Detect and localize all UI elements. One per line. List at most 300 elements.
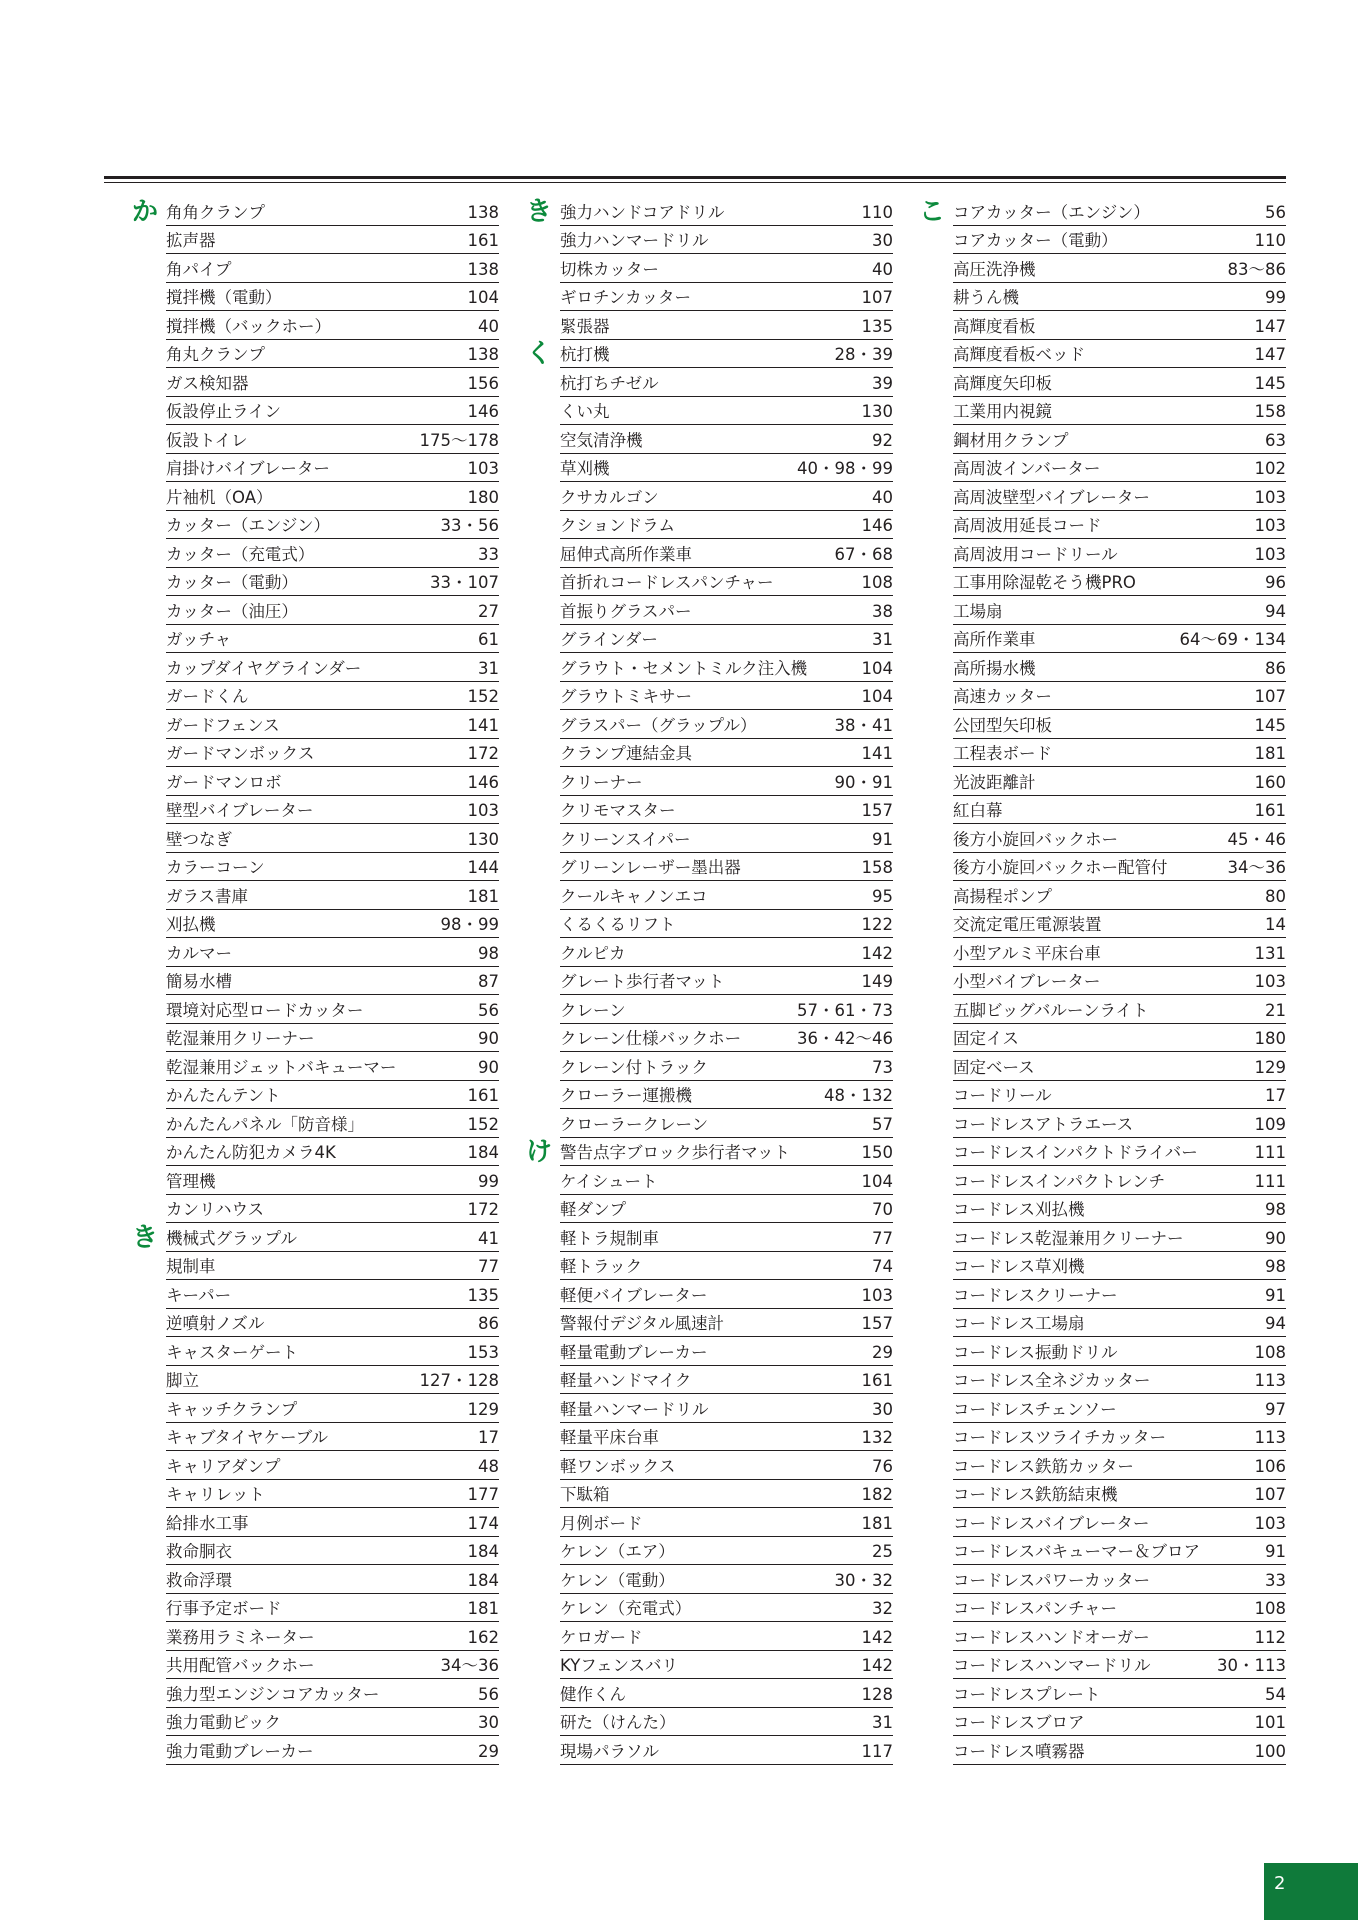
entry-name: 脚立: [166, 1371, 199, 1390]
entry-name: 高輝度矢印板: [953, 373, 1052, 393]
entry-name: ガードフェンス: [166, 715, 280, 735]
entry-page: 101: [1254, 1713, 1286, 1732]
index-entry: [166, 568, 499, 597]
entry-page: 181: [861, 1513, 893, 1533]
entry-name: 角パイプ: [166, 259, 232, 279]
entry-page: 103: [1254, 1513, 1286, 1533]
entry-page: 129: [467, 1399, 499, 1419]
entry-name: ケレン（電動）: [560, 1570, 675, 1590]
entry-page: 90・91: [834, 772, 893, 792]
entry-page: 94: [1265, 1314, 1286, 1333]
index-entry: [953, 368, 1286, 397]
entry-name: クリーンスイパー: [560, 829, 691, 849]
index-entry: [953, 1508, 1286, 1537]
index-entry: [166, 938, 499, 967]
entry-name: 刈払機: [166, 915, 216, 934]
index-entry: [166, 796, 499, 825]
entry-name: コードレスハンドオーガー: [953, 1627, 1150, 1647]
entry-name: コードレスチェンソー: [953, 1399, 1117, 1419]
entry-page: 103: [1254, 544, 1286, 564]
entry-page: 104: [861, 1171, 893, 1191]
entry-page: 90: [1265, 1228, 1286, 1248]
index-entry: [953, 881, 1286, 910]
index-entry: [560, 853, 893, 882]
index-entry: [166, 853, 499, 882]
entry-page: 91: [1265, 1285, 1286, 1305]
index-entry: [953, 910, 1286, 939]
entry-name: 後方小旋回バックホー: [953, 829, 1118, 849]
entry-page: 86: [1265, 658, 1286, 678]
entry-page: 162: [467, 1627, 499, 1647]
entry-name: グリーンレーザー墨出器: [560, 858, 741, 877]
index-entry: [560, 397, 893, 426]
entry-name: コードレス噴霧器: [953, 1741, 1085, 1761]
index-entry: [953, 397, 1286, 426]
entry-page: 175〜178: [419, 430, 499, 450]
entry-page: 91: [1265, 1542, 1286, 1561]
index-entry: [560, 539, 893, 568]
entry-page: 30・32: [834, 1570, 893, 1590]
index-entry: [560, 710, 893, 739]
index-entry: [166, 1309, 499, 1338]
entry-name: クールキャノンエコ: [560, 886, 708, 906]
index-entry: [953, 1252, 1286, 1281]
entry-page: 103: [861, 1285, 893, 1305]
entry-name: コードレス乾湿兼用クリーナー: [953, 1228, 1184, 1248]
entry-page: 74: [872, 1257, 893, 1276]
entry-name: 高周波用コードリール: [953, 544, 1118, 564]
entry-name: 強力電動ピック: [166, 1713, 281, 1732]
entry-page: 109: [1254, 1114, 1286, 1134]
entry-page: 127・128: [419, 1371, 499, 1390]
entry-page: 38: [872, 601, 893, 621]
entry-page: 76: [872, 1456, 893, 1476]
entry-name: クリモマスター: [560, 801, 676, 820]
index-entry: [560, 796, 893, 825]
index-entry: [166, 767, 499, 796]
entry-name: 屈伸式高所作業車: [560, 544, 692, 564]
index-entry: [953, 1423, 1286, 1452]
entry-page: 180: [1254, 1029, 1286, 1048]
entry-page: 67・68: [834, 544, 893, 564]
entry-page: 90: [478, 1029, 499, 1048]
kana-section-marker: く: [526, 339, 553, 369]
index-entry: [953, 1081, 1286, 1110]
index-entry: [166, 1622, 499, 1651]
entry-page: 184: [467, 1542, 499, 1561]
entry-page: 158: [861, 858, 893, 877]
entry-page: 33・107: [430, 573, 499, 592]
index-entry: [166, 967, 499, 996]
index-entry: [166, 368, 499, 397]
kana-section-marker: け: [526, 1137, 553, 1167]
page-number-badge: [1264, 1863, 1358, 1920]
entry-page: 45・46: [1227, 829, 1286, 849]
index-entry: [560, 568, 893, 597]
entry-name: カッター（エンジン）: [166, 516, 331, 535]
index-entry: [166, 1679, 499, 1708]
entry-name: コードレス草刈機: [953, 1257, 1085, 1276]
entry-name: くるくるリフト: [560, 915, 676, 934]
top-rule-thin: [104, 182, 1286, 183]
index-entry: [953, 739, 1286, 768]
index-entry: [560, 1195, 893, 1224]
index-entry: [953, 254, 1286, 283]
index-entry: [166, 1337, 499, 1366]
entry-page: 98: [478, 943, 499, 963]
entry-name: ケイシュート: [560, 1171, 658, 1191]
index-entry: [953, 710, 1286, 739]
index-entry: [560, 283, 893, 312]
index-entry: [560, 938, 893, 967]
entry-page: 77: [478, 1257, 499, 1276]
entry-name: キャリアダンプ: [166, 1456, 281, 1476]
entry-page: 142: [861, 1627, 893, 1647]
entry-name: 工業用内視鏡: [953, 402, 1052, 421]
entry-page: 40・98・99: [797, 459, 893, 478]
entry-page: 17: [1265, 1086, 1286, 1105]
index-entry: [560, 1565, 893, 1594]
index-entry: [560, 1508, 893, 1537]
entry-name: キャスターゲート: [166, 1342, 298, 1362]
entry-name: 紅白幕: [953, 801, 1003, 820]
entry-name: 機械式グラップル: [166, 1228, 298, 1248]
entry-name: 角丸クランプ: [166, 345, 265, 364]
entry-name: 行事予定ボード: [166, 1599, 282, 1618]
index-entry: [953, 1024, 1286, 1053]
entry-name: 研た（けんた）: [560, 1713, 676, 1732]
index-entry: [166, 1081, 499, 1110]
index-entry: [560, 1537, 893, 1566]
index-entry: [560, 454, 893, 483]
entry-name: カッター（油圧）: [166, 601, 298, 621]
entry-name: コードレスバキューマー＆ブロア: [953, 1542, 1201, 1561]
entry-name: 鋼材用クランプ: [953, 430, 1069, 450]
index-entry: [560, 1081, 893, 1110]
entry-page: 87: [478, 972, 499, 991]
entry-page: 152: [467, 1114, 499, 1134]
entry-page: 129: [1254, 1057, 1286, 1077]
entry-name: コードレスインパクトレンチ: [953, 1171, 1166, 1191]
entry-name: 杭打機: [560, 345, 610, 364]
entry-page: 92: [872, 430, 893, 450]
entry-name: クローラークレーン: [560, 1114, 709, 1134]
entry-name: クローラー運搬機: [560, 1086, 692, 1105]
index-entry: [166, 226, 499, 255]
index-entry: [560, 1252, 893, 1281]
entry-page: 145: [1254, 715, 1286, 735]
index-entry: [560, 482, 893, 511]
entry-page: 77: [872, 1228, 893, 1248]
entry-name: かんたん防犯カメラ4K: [166, 1143, 336, 1162]
entry-name: 小型バイブレーター: [953, 972, 1101, 991]
index-entry: [953, 1109, 1286, 1138]
entry-name: 切株カッター: [560, 259, 659, 279]
index-entry: [560, 767, 893, 796]
entry-name: 壁つなぎ: [166, 829, 232, 849]
entry-page: 73: [872, 1057, 893, 1077]
index-entry: [526, 339, 893, 369]
entry-name: カップダイヤグラインダー: [166, 658, 362, 678]
index-entry: [560, 596, 893, 625]
entry-page: 181: [467, 886, 499, 906]
entry-page: 141: [861, 744, 893, 763]
entry-page: 103: [467, 459, 499, 478]
entry-name: カルマー: [166, 943, 232, 963]
entry-name: 壁型バイブレーター: [166, 801, 314, 820]
entry-page: 25: [872, 1542, 893, 1561]
entry-name: クルピカ: [560, 943, 626, 963]
index-entry: [953, 1166, 1286, 1195]
index-entry: [526, 1137, 893, 1167]
entry-page: 31: [872, 630, 893, 649]
entry-page: 138: [467, 202, 499, 222]
entry-page: 107: [861, 288, 893, 307]
entry-page: 135: [861, 316, 893, 336]
entry-page: 56: [478, 1000, 499, 1020]
entry-name: ガッチャ: [166, 630, 232, 649]
index-entry: [166, 1651, 499, 1680]
entry-name: コードレスプレート: [953, 1684, 1101, 1704]
entry-page: 108: [1254, 1342, 1286, 1362]
index-entry: [166, 596, 499, 625]
index-entry: [953, 283, 1286, 312]
entry-page: 158: [1254, 402, 1286, 421]
entry-name: 工事用除湿乾そう機PRO: [953, 573, 1136, 592]
entry-page: 30・113: [1217, 1656, 1286, 1675]
entry-page: 103: [1254, 516, 1286, 535]
index-entry: [560, 739, 893, 768]
entry-page: 106: [1254, 1456, 1286, 1476]
index-entry: [560, 1109, 893, 1138]
entry-name: クションドラム: [560, 516, 676, 535]
entry-name: 片袖机（OA）: [166, 487, 273, 507]
index-entry: [953, 767, 1286, 796]
entry-page: 90: [478, 1057, 499, 1077]
entry-page: 31: [478, 658, 499, 678]
entry-page: 33: [478, 544, 499, 564]
entry-name: 乾湿兼用クリーナー: [166, 1029, 315, 1048]
entry-name: 強力ハンマードリル: [560, 231, 709, 250]
entry-page: 146: [467, 772, 499, 792]
entry-page: 104: [861, 658, 893, 678]
entry-name: かんたんパネル「防音様」: [166, 1114, 364, 1134]
index-entry: [560, 995, 893, 1024]
index-entry: [953, 1366, 1286, 1395]
entry-page: 100: [1254, 1741, 1286, 1761]
index-entry: [919, 196, 1286, 227]
entry-name: 五脚ビッグバルーンライト: [953, 1000, 1149, 1020]
entry-name: グラウトミキサー: [560, 687, 692, 706]
index-entry: [560, 1366, 893, 1395]
entry-page: 132: [861, 1428, 893, 1447]
index-entry: [953, 1451, 1286, 1480]
index-column-1: [132, 196, 499, 1765]
entry-name: 軽ワンボックス: [560, 1456, 676, 1476]
entry-name: コードレス全ネジカッター: [953, 1371, 1151, 1390]
entry-name: キーパー: [166, 1285, 232, 1305]
entry-page: 130: [467, 829, 499, 849]
entry-page: 29: [478, 1741, 499, 1761]
index-entry: [560, 625, 893, 654]
index-entry: [953, 853, 1286, 882]
entry-page: 161: [467, 1086, 499, 1105]
entry-page: 144: [467, 858, 499, 877]
index-entry: [560, 1166, 893, 1195]
entry-name: コードレス鉄筋結束機: [953, 1485, 1118, 1504]
index-entry: [560, 1280, 893, 1309]
entry-page: 184: [467, 1143, 499, 1162]
entry-name: 救命胴衣: [166, 1542, 232, 1561]
index-entry: [953, 967, 1286, 996]
entry-name: 杭打ちチゼル: [560, 373, 659, 393]
entry-page: 30: [478, 1713, 499, 1732]
index-entry: [132, 1222, 499, 1253]
entry-page: 138: [467, 259, 499, 279]
index-entry: [560, 311, 893, 340]
entry-name: クランプ連結金具: [560, 744, 692, 763]
entry-page: 56: [1265, 202, 1286, 222]
index-column-3: [919, 196, 1286, 1765]
entry-page: 184: [467, 1570, 499, 1590]
index-entry: [166, 397, 499, 426]
entry-name: 軽ダンプ: [560, 1200, 627, 1219]
index-column-2: [526, 196, 893, 1765]
entry-name: キャリレット: [166, 1485, 265, 1504]
entry-page: 111: [1254, 1171, 1286, 1191]
index-entry: [953, 1337, 1286, 1366]
entry-page: 157: [861, 801, 893, 820]
index-entry: [953, 1537, 1286, 1566]
entry-name: 高圧洗浄機: [953, 259, 1036, 279]
index-entry: [953, 1394, 1286, 1423]
index-entry: [166, 1024, 499, 1053]
index-entry: [166, 1508, 499, 1537]
entry-page: 48: [478, 1456, 499, 1476]
index-entry: [953, 482, 1286, 511]
entry-page: 113: [1254, 1428, 1286, 1447]
entry-page: 135: [467, 1285, 499, 1305]
entry-name: コードレスインパクトドライバー: [953, 1143, 1198, 1162]
entry-page: 130: [861, 402, 893, 421]
entry-page: 103: [467, 801, 499, 820]
entry-page: 61: [478, 630, 499, 649]
entry-name: 逆噴射ノズル: [166, 1314, 265, 1333]
index-entry: [560, 881, 893, 910]
entry-page: 161: [467, 231, 499, 250]
entry-page: 91: [872, 829, 893, 849]
entry-name: 高輝度看板ベッド: [953, 345, 1085, 364]
entry-name: 耕うん機: [953, 288, 1019, 307]
entry-name: 高輝度看板: [953, 316, 1036, 336]
index-entry: [166, 1565, 499, 1594]
index-entry: [560, 967, 893, 996]
index-entry: [953, 311, 1286, 340]
entry-name: 軽トラック: [560, 1257, 643, 1276]
entry-page: 99: [478, 1171, 499, 1191]
entry-name: 空気清浄機: [560, 430, 643, 450]
entry-name: 簡易水槽: [166, 972, 232, 991]
entry-name: 現場パラソル: [560, 1741, 659, 1761]
entry-name: カッター（電動）: [166, 573, 298, 592]
index-entry: [953, 682, 1286, 711]
index-entry: [953, 938, 1286, 967]
entry-name: ガードマンロボ: [166, 772, 282, 792]
index-entry: [166, 311, 499, 340]
entry-page: 41: [478, 1228, 499, 1248]
entry-name: 高所作業車: [953, 630, 1036, 649]
entry-page: 142: [861, 1656, 893, 1675]
entry-name: 軽量ハンマードリル: [560, 1399, 709, 1419]
entry-name: グラインダー: [560, 630, 658, 649]
entry-page: 108: [861, 573, 893, 592]
entry-name: コードレスハンマードリル: [953, 1656, 1151, 1675]
entry-name: 高周波壁型バイブレーター: [953, 487, 1150, 507]
entry-name: コードレスバイブレーター: [953, 1513, 1150, 1533]
entry-page: 122: [861, 915, 893, 934]
index-entry: [166, 283, 499, 312]
entry-page: 180: [467, 487, 499, 507]
entry-page: 150: [861, 1143, 893, 1162]
entry-page: 107: [1254, 687, 1286, 706]
entry-name: 給排水工事: [166, 1513, 249, 1533]
entry-page: 161: [1254, 801, 1286, 820]
entry-name: 公団型矢印板: [953, 715, 1052, 735]
index-entry: [953, 425, 1286, 454]
entry-page: 98: [1265, 1200, 1286, 1219]
entry-page: 34〜36: [1227, 858, 1286, 877]
entry-page: 181: [467, 1599, 499, 1618]
index-entry: [166, 824, 499, 853]
index-entry: [560, 1052, 893, 1081]
entry-name: 高所揚水機: [953, 658, 1036, 678]
index-entry: [560, 682, 893, 711]
entry-page: 181: [1254, 744, 1286, 763]
index-entry: [166, 1366, 499, 1395]
entry-name: 拡声器: [166, 231, 216, 250]
index-entry: [166, 1394, 499, 1423]
entry-page: 28・39: [834, 345, 893, 364]
entry-page: 182: [861, 1485, 893, 1504]
index-entry: [953, 1138, 1286, 1167]
index-entry: [953, 1594, 1286, 1623]
entry-name: 撹拌機（電動）: [166, 288, 282, 307]
entry-page: 86: [478, 1314, 499, 1333]
index-entry: [560, 1337, 893, 1366]
index-entry: [166, 1423, 499, 1452]
entry-name: グレート歩行者マット: [560, 972, 725, 991]
index-entry: [560, 1223, 893, 1252]
index-entry: [953, 1309, 1286, 1338]
entry-page: 48・132: [824, 1086, 893, 1105]
index-entry: [166, 910, 499, 939]
entry-name: キャブタイヤケーブル: [166, 1428, 329, 1447]
entry-page: 161: [861, 1371, 893, 1390]
entry-name: 警報付デジタル風速計: [560, 1314, 725, 1333]
entry-name: 管理機: [166, 1171, 216, 1191]
index-entry: [560, 1024, 893, 1053]
entry-page: 97: [1265, 1399, 1286, 1419]
entry-page: 172: [467, 1200, 499, 1219]
entry-name: ガラス書庫: [166, 886, 249, 906]
index-entry: [953, 824, 1286, 853]
index-entry: [953, 1736, 1286, 1765]
entry-name: グラスパー（グラップル）: [560, 715, 757, 735]
entry-name: グラウト・セメントミルク注入機: [560, 658, 808, 678]
entry-name: コードレスツライチカッター: [953, 1428, 1167, 1447]
index-entry: [953, 454, 1286, 483]
entry-name: 月例ボード: [560, 1513, 643, 1533]
